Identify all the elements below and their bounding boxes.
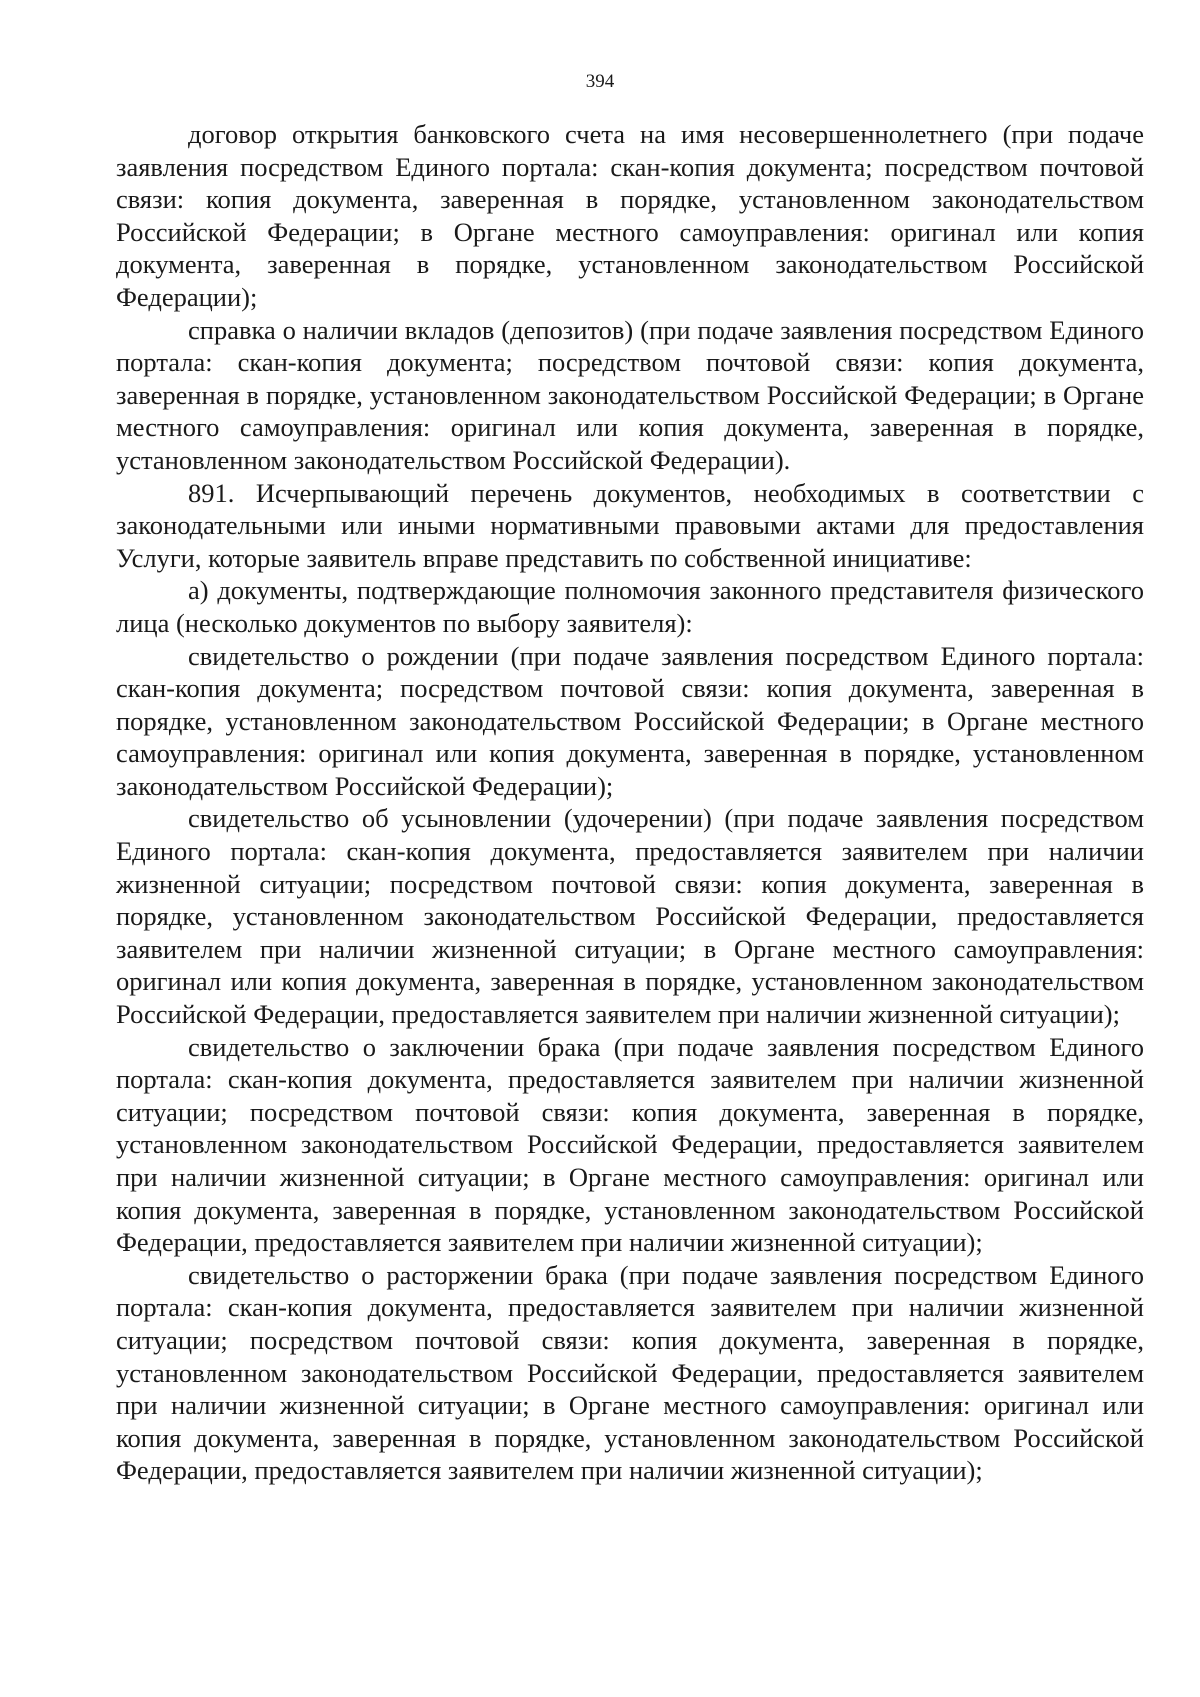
document-body	[116, 118, 1144, 1487]
paragraph-adoption-certificate: свидетельство об усыновлении (удочерении) (при подаче заявления посредством Единого портала: скан-копия документа, предоставляется заявителем при наличии жизненной ситуации; посредством почтовой связи: копия документа, заверенная в порядке, установленном законодательством Российской Федерации, предоставляется заявителем при наличии жизненной ситуации; в Органе местного самоуправления: оригинал или копия документа, заверенная в порядке, установленном законодательством Российской Федерации, предоставляется заявителем при наличии жизненной ситуации);	[116, 803, 1144, 1030]
paragraph-subitem-a: а) документы, подтверждающие полномочия законного представителя физического лица (несколько документов по выбору заявителя):	[116, 575, 1144, 638]
paragraph-divorce-certificate: свидетельство о расторжении брака (при подаче заявления посредством Единого портала: скан-копия документа, предоставляется заявителем при наличии жизненной ситуации; посредством почтовой связи: копия документа, заверенная в порядке, установленном законодательством Российской Федерации, предоставляется заявителем при наличии жизненной ситуации; в Органе местного самоуправления: оригинал или копия документа, заверенная в порядке, установленном законодательством Российской Федерации, предоставляется заявителем при наличии жизненной ситуации);	[116, 1259, 1144, 1486]
paragraph-marriage-certificate: свидетельство о заключении брака (при подаче заявления посредством Единого портала: скан-копия документа, предоставляется заявителем при наличии жизненной ситуации; посредством почтовой связи: копия документа, заверенная в порядке, установленном законодательством Российской Федерации, предоставляется заявителем при наличии жизненной ситуации; в Органе местного самоуправления: оригинал или копия документа, заверенная в порядке, установленном законодательством Российской Федерации, предоставляется заявителем при наличии жизненной ситуации);	[116, 1031, 1144, 1258]
paragraph-item-891: 891. Исчерпывающий перечень документов, необходимых в соответствии с законодательными или иными нормативными правовыми актами для предоставления Услуги, которые заявитель вправе представить по собственной инициативе:	[116, 477, 1144, 573]
paragraph-deposits-certificate: справка о наличии вкладов (депозитов) (при подаче заявления посредством Единого портала: скан-копия документа; посредством почтовой связи: копия документа, заверенная в порядке, установленном законодательством Российской Федерации; в Органе местного самоуправления: оригинал или копия документа, заверенная в порядке, установленном законодательством Российской Федерации).	[116, 314, 1144, 475]
paragraph-bank-account-agreement: договор открытия банковского счета на имя несовершеннолетнего (при подаче заявления посредством Единого портала: скан-копия документа; посредством почтовой связи: копия документа, заверенная в порядке, установленном законодательством Российской Федерации; в Органе местного самоуправления: оригинал или копия документа, заверенная в порядке, установленном законодательством Российской Федерации);	[116, 119, 1144, 312]
paragraph-birth-certificate: свидетельство о рождении (при подаче заявления посредством Единого портала: скан-копия документа; посредством почтовой связи: копия документа, заверенная в порядке, установленном законодательством Российской Федерации; в Органе местного самоуправления: оригинал или копия документа, заверенная в порядке, установленном законодательством Российской Федерации);	[116, 640, 1144, 801]
page-number: 394	[585, 71, 615, 92]
